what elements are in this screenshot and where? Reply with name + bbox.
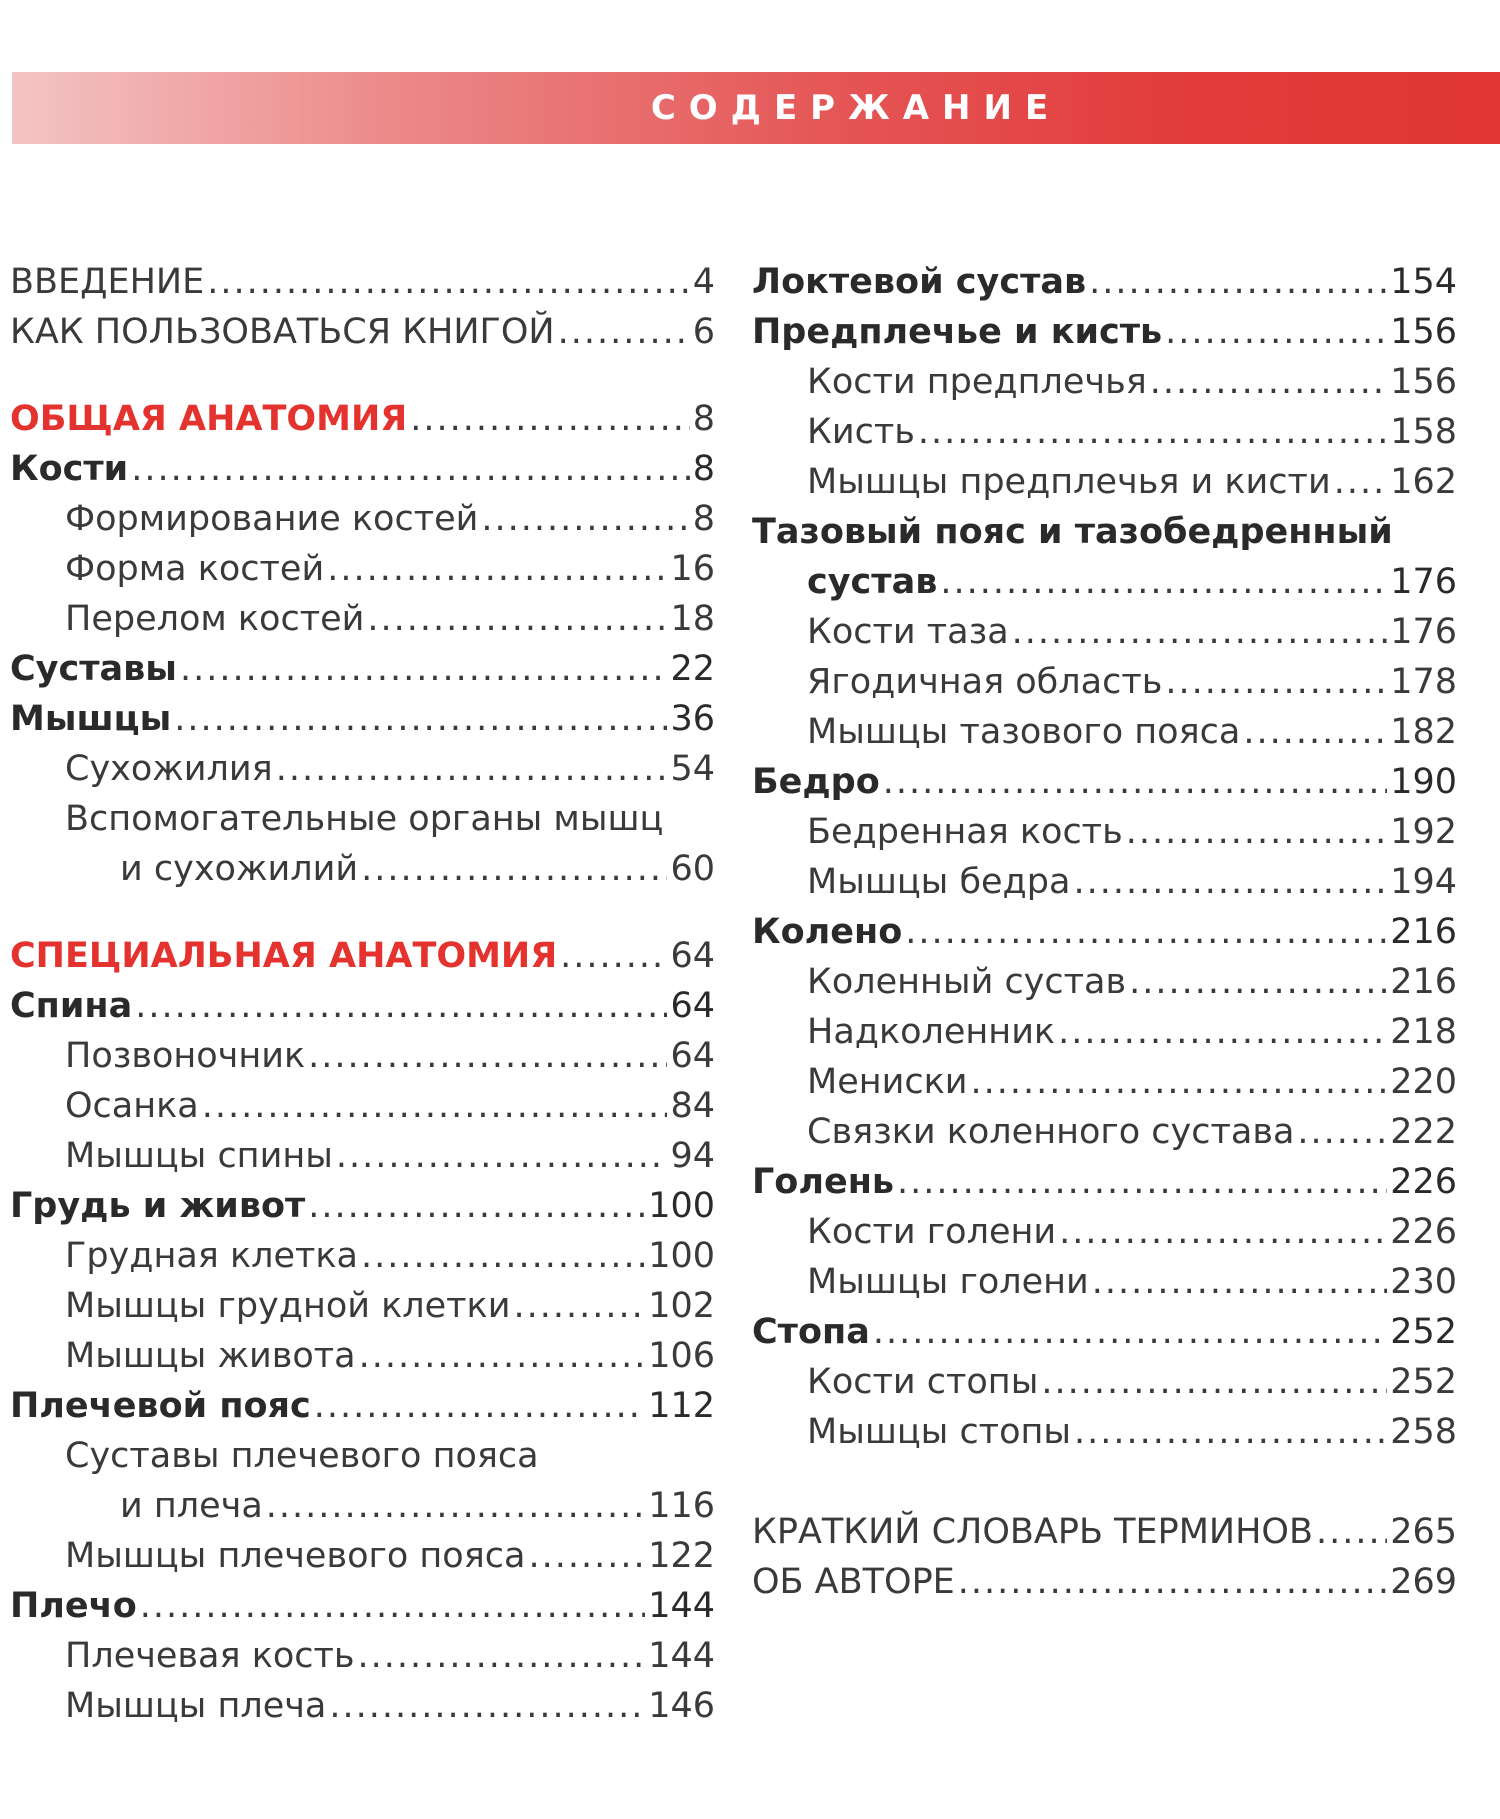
toc-page: 4	[692, 262, 715, 302]
toc-label: Плечо	[10, 1586, 137, 1626]
toc-page: 36	[670, 699, 715, 739]
leader-dots	[336, 1131, 668, 1181]
toc-page: 216	[1390, 912, 1457, 952]
toc-subentry[interactable]	[10, 1081, 715, 1131]
toc-label: Позвоночник	[65, 1036, 306, 1076]
toc-subentry[interactable]	[10, 1631, 715, 1681]
toc-label: и сухожилий	[120, 849, 359, 889]
toc-page: 162	[1390, 462, 1457, 502]
toc-entry-about-author[interactable]	[752, 1557, 1457, 1607]
toc-page: 64	[670, 1036, 715, 1076]
toc-entry-chest-abdomen[interactable]	[10, 1181, 715, 1231]
toc-label: Грудная клетка	[65, 1236, 359, 1276]
toc-page: 144	[648, 1636, 715, 1676]
toc-page: 102	[648, 1286, 715, 1326]
leader-dots	[1092, 1257, 1387, 1307]
leader-dots	[971, 1057, 1388, 1107]
toc-subentry[interactable]	[752, 857, 1457, 907]
toc-page: 252	[1390, 1312, 1457, 1352]
toc-entry-intro[interactable]	[10, 257, 715, 307]
toc-page: 269	[1390, 1562, 1457, 1602]
toc-label: Мышцы голени	[807, 1262, 1089, 1302]
toc-label: СПЕЦИАЛЬНАЯ АНАТОМИЯ	[10, 936, 558, 976]
toc-page: 192	[1390, 812, 1457, 852]
toc-page: 6	[692, 312, 715, 352]
toc-label: Кисть	[807, 412, 915, 452]
toc-label: и плеча	[120, 1486, 263, 1526]
header-banner	[12, 72, 1500, 144]
toc-page: 226	[1390, 1212, 1457, 1252]
toc-subentry[interactable]	[752, 1407, 1457, 1457]
toc-label: Мышцы плечевого пояса	[65, 1536, 526, 1576]
leader-dots	[314, 1381, 645, 1431]
leader-dots	[883, 757, 1387, 807]
toc-subentry[interactable]	[752, 457, 1457, 507]
toc-label: Мышцы плеча	[65, 1686, 327, 1726]
toc-page: 258	[1390, 1412, 1457, 1452]
toc-label: КРАТКИЙ СЛОВАРЬ ТЕРМИНОВ	[752, 1512, 1313, 1552]
leader-dots	[1129, 957, 1387, 1007]
toc-label: Бедро	[752, 762, 880, 802]
leader-dots	[528, 1531, 645, 1581]
toc-subentry[interactable]	[752, 1257, 1457, 1307]
toc-label: Кости стопы	[807, 1362, 1039, 1402]
toc-label: ВВЕДЕНИЕ	[10, 262, 205, 302]
toc-label: Коленный сустав	[807, 962, 1127, 1002]
toc-page: 218	[1390, 1012, 1457, 1052]
toc-page: 8	[692, 449, 715, 489]
toc-page: 156	[1390, 362, 1457, 402]
toc-subentry[interactable]	[10, 1131, 715, 1181]
toc-label: Кости голени	[807, 1212, 1057, 1252]
toc-page: 176	[1390, 612, 1457, 652]
toc-label: Ягодичная область	[807, 662, 1163, 702]
toc-page: 94	[670, 1136, 715, 1176]
toc-entry-muscles[interactable]	[10, 694, 715, 744]
toc-subentry-line2[interactable]	[10, 844, 715, 894]
toc-subentry[interactable]	[752, 607, 1457, 657]
toc-subentry[interactable]	[752, 1107, 1457, 1157]
leader-dots	[276, 744, 668, 794]
leader-dots	[308, 1181, 645, 1231]
toc-page: 222	[1390, 1112, 1457, 1152]
toc-label: Мышцы бедра	[807, 862, 1071, 902]
toc-label: Плечевой пояс	[10, 1386, 311, 1426]
toc-page: 230	[1390, 1262, 1457, 1302]
toc-label: Осанка	[65, 1086, 199, 1126]
toc-section-general-anatomy[interactable]	[10, 394, 715, 444]
toc-label: Плечевая кость	[65, 1636, 355, 1676]
toc-page: 64	[670, 986, 715, 1026]
toc-label: Кости предплечья	[807, 362, 1147, 402]
toc-page: 190	[1390, 762, 1457, 802]
toc-label: Бедренная кость	[807, 812, 1123, 852]
toc-page: 194	[1390, 862, 1457, 902]
toc-section-special-anatomy[interactable]	[10, 931, 715, 981]
toc-page: 220	[1390, 1062, 1457, 1102]
toc-label: Спина	[10, 986, 133, 1026]
toc-page: 8	[692, 499, 715, 539]
leader-dots	[329, 1681, 645, 1731]
toc-entry-pelvis-hip-line1[interactable]: Тазовый пояс и тазобедренный	[752, 512, 1393, 552]
toc-subentry[interactable]	[752, 807, 1457, 857]
toc-page: 176	[1390, 562, 1457, 602]
leader-dots	[361, 1231, 645, 1281]
toc-page: 116	[648, 1486, 715, 1526]
leader-dots	[1059, 1207, 1387, 1257]
toc-subentry[interactable]	[10, 594, 715, 644]
leader-dots	[1334, 457, 1388, 507]
leader-dots	[940, 557, 1387, 607]
toc-subentry[interactable]	[752, 1207, 1457, 1257]
toc-subentry[interactable]	[10, 494, 715, 544]
toc-entry-joints[interactable]	[10, 644, 715, 694]
toc-entry-knee[interactable]	[752, 907, 1457, 957]
toc-entry-bones[interactable]	[10, 444, 715, 494]
toc-entry-elbow[interactable]	[752, 257, 1457, 307]
leader-dots	[361, 844, 667, 894]
toc-right-column	[752, 257, 1457, 1607]
toc-page: 106	[648, 1336, 715, 1376]
toc-label: Формирование костей	[65, 499, 479, 539]
toc-page: 182	[1390, 712, 1457, 752]
leader-dots	[1074, 1407, 1387, 1457]
toc-page: 158	[1390, 412, 1457, 452]
toc-label: Мышцы предплечья и кисти	[807, 462, 1331, 502]
toc-page: 54	[670, 749, 715, 789]
toc-subentry[interactable]	[752, 1007, 1457, 1057]
toc-page: 122	[648, 1536, 715, 1576]
leader-dots	[1243, 707, 1387, 757]
toc-subentry-line2[interactable]	[10, 1481, 715, 1531]
leader-dots	[481, 494, 689, 544]
leader-dots	[958, 1557, 1387, 1607]
leader-dots	[1073, 857, 1387, 907]
leader-dots	[367, 594, 667, 644]
toc-page: 265	[1390, 1512, 1457, 1552]
toc-subentry[interactable]	[752, 407, 1457, 457]
toc-label: Кости таза	[807, 612, 1009, 652]
toc-label: Предплечье и кисть	[752, 312, 1163, 352]
leader-dots	[135, 981, 667, 1031]
leader-dots	[873, 1307, 1387, 1357]
toc-entry-forearm-hand[interactable]	[752, 307, 1457, 357]
toc-entry-thigh[interactable]	[752, 757, 1457, 807]
toc-page: 112	[648, 1386, 715, 1426]
toc-label: Мышцы грудной клетки	[65, 1286, 511, 1326]
toc-label: Перелом костей	[65, 599, 365, 639]
toc-subentry[interactable]	[752, 957, 1457, 1007]
toc-page: 22	[670, 649, 715, 689]
toc-label: Форма костей	[65, 549, 325, 589]
toc-label: сустав	[807, 562, 938, 602]
leader-dots	[180, 644, 668, 694]
leader-dots	[308, 1031, 667, 1081]
toc-subentry[interactable]	[752, 657, 1457, 707]
toc-page: 226	[1390, 1162, 1457, 1202]
leader-dots	[140, 1581, 645, 1631]
page-title: СОДЕРЖАНИЕ	[650, 88, 1062, 128]
toc-label: Стопа	[752, 1312, 870, 1352]
toc-label: Надколенник	[807, 1012, 1056, 1052]
toc-page: 64	[670, 936, 715, 976]
toc-subentry[interactable]	[10, 1231, 715, 1281]
toc-page: 84	[670, 1086, 715, 1126]
toc-page: 146	[648, 1686, 715, 1726]
toc-subentry-line1[interactable]: Вспомогательные органы мышц	[65, 799, 664, 839]
toc-subentry[interactable]	[10, 1281, 715, 1331]
leader-dots	[1012, 607, 1388, 657]
toc-subentry[interactable]	[10, 1681, 715, 1731]
toc-label: КАК ПОЛЬЗОВАТЬСЯ КНИГОЙ	[10, 312, 555, 352]
toc-entry-glossary[interactable]	[752, 1507, 1457, 1557]
toc-page: 100	[648, 1186, 715, 1226]
leader-dots	[1058, 1007, 1387, 1057]
toc-label: ОБЩАЯ АНАТОМИЯ	[10, 399, 408, 439]
toc-page: 216	[1390, 962, 1457, 1002]
leader-dots	[558, 307, 690, 357]
leader-dots	[207, 257, 690, 307]
toc-page: 154	[1390, 262, 1457, 302]
leader-dots	[202, 1081, 668, 1131]
toc-label: Грудь и живот	[10, 1186, 306, 1226]
leader-dots	[905, 907, 1387, 957]
toc-page: 100	[648, 1236, 715, 1276]
leader-dots	[1041, 1357, 1387, 1407]
leader-dots	[174, 694, 667, 744]
leader-dots	[266, 1481, 645, 1531]
toc-subentry[interactable]	[752, 707, 1457, 757]
leader-dots	[1126, 807, 1387, 857]
toc-page: 144	[648, 1586, 715, 1626]
toc-entry-how-to-use[interactable]	[10, 307, 715, 357]
leader-dots	[1297, 1107, 1387, 1157]
toc-label: Колено	[752, 912, 903, 952]
leader-dots	[410, 394, 689, 444]
leader-dots	[1165, 307, 1387, 357]
leader-dots	[327, 544, 667, 594]
toc-entry-shoulder-girdle[interactable]	[10, 1381, 715, 1431]
toc-entry-shin[interactable]	[752, 1157, 1457, 1207]
leader-dots	[1316, 1507, 1387, 1557]
leader-dots	[1165, 657, 1387, 707]
toc-left-column	[10, 257, 715, 1731]
toc-subentry[interactable]	[10, 544, 715, 594]
leader-dots	[358, 1631, 646, 1681]
leader-dots	[560, 931, 667, 981]
toc-page: 252	[1390, 1362, 1457, 1402]
toc-page: 18	[670, 599, 715, 639]
leader-dots	[897, 1157, 1387, 1207]
toc-subentry[interactable]	[752, 1057, 1457, 1107]
leader-dots	[131, 444, 690, 494]
leader-dots	[1089, 257, 1387, 307]
toc-page: 178	[1390, 662, 1457, 702]
toc-subentry[interactable]	[10, 1031, 715, 1081]
toc-subentry[interactable]	[10, 744, 715, 794]
leader-dots	[359, 1331, 646, 1381]
toc-entry-pelvis-hip-line2[interactable]	[752, 557, 1457, 607]
toc-subentry-line1[interactable]: Суставы плечевого пояса	[65, 1436, 539, 1476]
toc-entry-upper-arm[interactable]	[10, 1581, 715, 1631]
toc-label: Связки коленного сустава	[807, 1112, 1295, 1152]
toc-label: ОБ АВТОРЕ	[752, 1562, 955, 1602]
toc-subentry[interactable]	[752, 357, 1457, 407]
toc-page: 60	[670, 849, 715, 889]
toc-subentry[interactable]	[752, 1357, 1457, 1407]
toc-label: Сухожилия	[65, 749, 273, 789]
toc-label: Суставы	[10, 649, 177, 689]
leader-dots	[918, 407, 1387, 457]
toc-entry-back[interactable]	[10, 981, 715, 1031]
toc-label: Мышцы живота	[65, 1336, 356, 1376]
leader-dots	[513, 1281, 645, 1331]
leader-dots	[1150, 357, 1387, 407]
toc-label: Мышцы	[10, 699, 172, 739]
toc-page: 156	[1390, 312, 1457, 352]
toc-subentry[interactable]	[10, 1331, 715, 1381]
toc-page: 8	[692, 399, 715, 439]
toc-label: Мышцы спины	[65, 1136, 333, 1176]
toc-subentry[interactable]	[10, 1531, 715, 1581]
toc-label: Мышцы стопы	[807, 1412, 1072, 1452]
toc-label: Кости	[10, 449, 129, 489]
toc-label: Голень	[752, 1162, 895, 1202]
toc-page: 16	[670, 549, 715, 589]
toc-label: Мениски	[807, 1062, 968, 1102]
toc-label: Мышцы тазового пояса	[807, 712, 1241, 752]
toc-entry-foot[interactable]	[752, 1307, 1457, 1357]
toc-label: Локтевой сустав	[752, 262, 1087, 302]
